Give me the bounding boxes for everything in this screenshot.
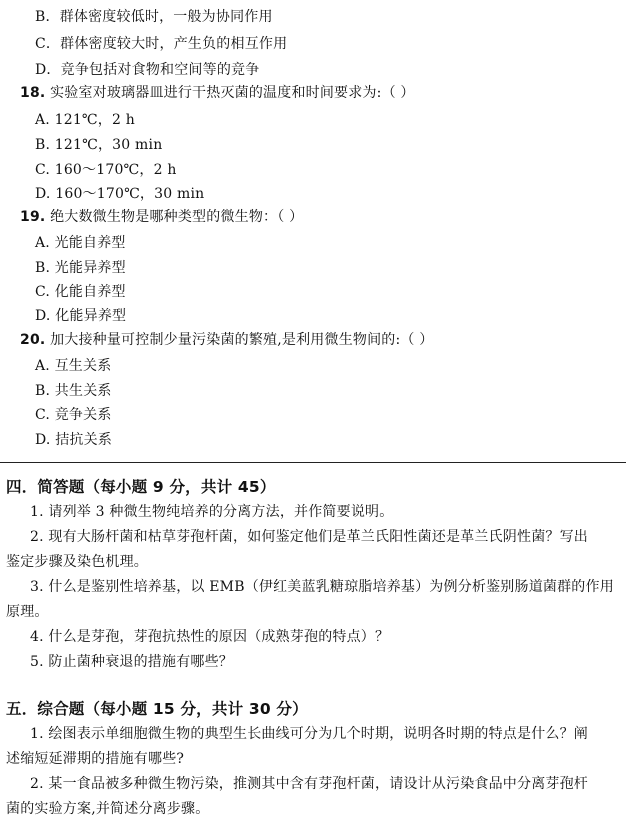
section-5-title: 五．综合题（每小题 15 分，共计 30 分） xyxy=(6,700,308,718)
q18-option-c: C. 160～170℃，2 h xyxy=(35,162,177,178)
q19-option-c: C. 化能自养型 xyxy=(35,284,126,300)
section-5-item-1: 1. 绘图表示单细胞微生物的典型生长曲线可分为几个时期，说明各时期的特点是什么？阐 xyxy=(30,726,589,742)
question-19-number: 19. xyxy=(20,209,46,225)
q20-option-d: D. 拮抗关系 xyxy=(35,432,113,448)
question-18-number: 18. xyxy=(20,85,46,101)
q18-option-a: A. 121℃，2 h xyxy=(35,112,135,128)
q17-option-c: C．群体密度较大时，产生负的相互作用 xyxy=(35,36,288,52)
section-4-item-3: 3. 什么是鉴别性培养基，以 EMB（伊红美蓝乳糖琼脂培养基）为例分析鉴别肠道菌群的作用 xyxy=(30,579,614,595)
question-19-text: 绝大数微生物是哪种类型的微生物：（ ） xyxy=(50,209,304,225)
section-5-item-1-cont: 述缩短延滞期的措施有哪些? xyxy=(6,751,185,767)
question-18-text: 实验室对玻璃器皿进行干热灭菌的温度和时间要求为:（ ） xyxy=(50,85,415,101)
q19-option-a: A. 光能自养型 xyxy=(35,235,126,251)
q20-option-a: A. 互生关系 xyxy=(35,358,112,374)
question-18 xyxy=(20,84,415,102)
question-20 xyxy=(20,331,433,349)
q19-option-b: B. 光能异养型 xyxy=(35,260,126,276)
q17-option-b: B．群体密度较低时，一般为协同作用 xyxy=(35,9,273,25)
section-4-item-4: 4. 什么是芽孢，芽孢抗热性的原因（成熟芽孢的特点）？ xyxy=(30,629,390,645)
q18-option-d: D. 160～170℃，30 min xyxy=(35,186,205,202)
q18-option-b: B. 121℃，30 min xyxy=(35,137,163,153)
section-4-item-3-cont: 原理。 xyxy=(6,604,49,620)
section-4-item-2: 2. 现有大肠杆菌和枯草芽孢杆菌，如何鉴定他们是革兰氏阳性菌还是革兰氏阴性菌？写出 xyxy=(30,529,589,545)
section-4-title: 四．简答题（每小题 9 分，共计 45） xyxy=(6,478,276,496)
q19-option-d: D. 化能异养型 xyxy=(35,308,127,324)
question-20-text: 加大接种量可控制少量污染菌的繁殖,是利用微生物间的:（ ） xyxy=(50,332,434,348)
section-4-item-5: 5. 防止菌种衰退的措施有哪些？ xyxy=(30,654,234,670)
question-19 xyxy=(20,208,303,226)
q17-option-d: D．竞争包括对食物和空间等的竞争 xyxy=(35,62,260,78)
q20-option-b: B. 共生关系 xyxy=(35,383,112,399)
section-divider xyxy=(0,462,626,463)
section-5-item-2-cont: 菌的实验方案,并简述分离步骤。 xyxy=(6,801,210,817)
section-5-item-2: 2. 某一食品被多种微生物污染，推测其中含有芽孢杆菌，请设计从污染食品中分离芽孢杆 xyxy=(30,776,589,792)
question-20-number: 20. xyxy=(20,332,46,348)
section-4-item-2-cont: 鉴定步骤及染色机理。 xyxy=(6,554,148,570)
section-4-item-1: 1. 请列举 3 种微生物纯培养的分离方法，并作简要说明。 xyxy=(30,504,394,520)
q20-option-c: C. 竞争关系 xyxy=(35,407,112,423)
